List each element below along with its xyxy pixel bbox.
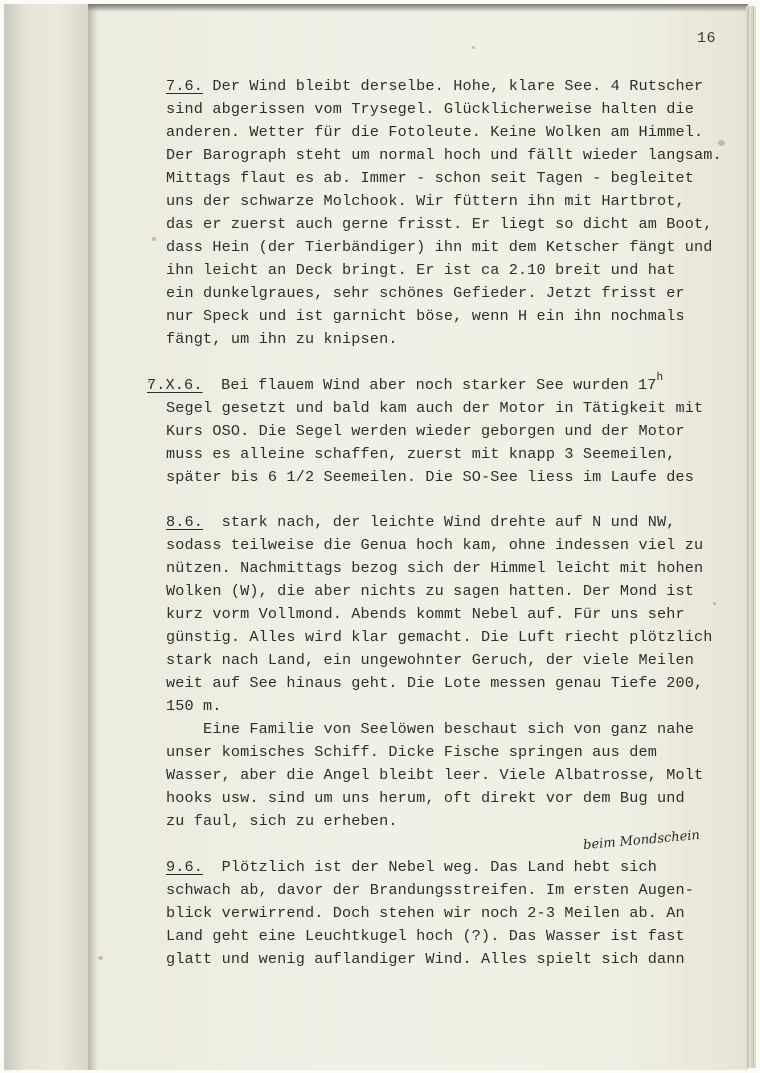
text-line [166, 513, 676, 531]
text-line: weit auf See hinaus geht. Die Lote messen genau Tiefe 200, [166, 674, 704, 692]
text-line: nur Speck und ist garnicht böse, wenn H ein ihn nochmals [166, 307, 685, 325]
text-line: blick verwirrend. Doch stehen wir noch 2-3 Meilen ab. An [166, 904, 685, 922]
paper-speck [713, 602, 716, 605]
paper-speck [472, 46, 475, 49]
text-line: schwach ab, davor der Brandungsstreifen. Im ersten Augen- [166, 881, 695, 899]
text-line: dass Hein (der Tierbändiger) ihn mit dem Ketscher fängt und [166, 238, 713, 256]
text-line: muss es alleine schaffen, zuerst mit knapp 3 Seemeilen, [166, 445, 676, 463]
text-line: stark nach Land, ein ungewohnter Geruch, der viele Meilen [166, 651, 695, 669]
entry-date: 8.6. [166, 513, 204, 531]
text-line: anderen. Wetter für die Fotoleute. Keine Wolken am Himmel. [166, 123, 704, 141]
text-line: Der Barograph steht um normal hoch und fällt wieder langsam. [166, 146, 722, 164]
text-line: glatt und wenig auflandiger Wind. Alles spielt sich dann [166, 950, 685, 968]
text-line: günstig. Alles wird klar gemacht. Die Luft riecht plötzlich [166, 628, 713, 646]
line-text: stark nach, der leichte Wind drehte auf N und NW, [203, 513, 676, 531]
binding-edge [4, 4, 89, 1070]
text-line: unser komisches Schiff. Dicke Fische springen aus dem [166, 743, 657, 761]
page-number: 16 [697, 30, 717, 47]
line-text: Der Wind bleibt derselbe. Hohe, klare See. 4 Rutscher [203, 77, 704, 95]
text-line [166, 858, 657, 876]
entry-date: 7.X.6. [147, 376, 203, 394]
text-line [147, 372, 664, 396]
text-line: zu faul, sich zu erheben. [166, 812, 398, 830]
text-line [166, 77, 703, 95]
text-line: uns der schwarze Molchook. Wir füttern ihn mit Hartbrot, [166, 192, 685, 210]
text-line: später bis 6 1/2 Seemeilen. Die SO-See liess im Laufe des [166, 468, 695, 486]
gutter-shadow [88, 4, 98, 1070]
paper-speck [98, 956, 103, 960]
entry-date: 7.6. [166, 77, 204, 95]
text-line: Kurs OSO. Die Segel werden wieder geborgen und der Motor [166, 422, 685, 440]
text-line: ihn leicht an Deck bringt. Er ist ca 2.10 breit und hat [166, 261, 676, 279]
text-line: sind abgerissen vom Trysegel. Glücklicherweise halten die [166, 100, 695, 118]
text-line: hooks usw. sind um uns herum, oft direkt vor dem Bug und [166, 789, 685, 807]
text-line: Wasser, aber die Angel bleibt leer. Viele Albatrosse, Molt [166, 766, 704, 784]
handwritten-note: beim Mondschein [582, 827, 701, 854]
text-line: Mittags flaut es ab. Immer - schon seit Tagen - begleitet [166, 169, 695, 187]
text-line: das er zuerst auch gerne frisst. Er liegt so dicht am Boot, [166, 215, 713, 233]
line-text: Bei flauem Wind aber noch starker See wurden 17 [202, 376, 657, 394]
text-line: Eine Familie von Seelöwen beschaut sich von ganz nahe [166, 720, 695, 738]
text-line: fängt, um ihn zu knipsen. [166, 330, 398, 348]
text-line: sodass teilweise die Genua hoch kam, ohne indessen viel zu [166, 536, 704, 554]
text-line: Wolken (W), die aber nichts zu sagen hatten. Der Mond ist [166, 582, 695, 600]
top-shadow [88, 4, 748, 12]
text-line: Land geht eine Leuchtkugel hoch (?). Das Wasser ist fast [166, 927, 685, 945]
superscript-hour: h [656, 372, 664, 384]
text-line: Segel gesetzt und bald kam auch der Motor in Tätigkeit mit [166, 399, 704, 417]
text-line: ein dunkelgraues, sehr schönes Gefieder. Jetzt frisst er [166, 284, 685, 302]
text-line: nützen. Nachmittags bezog sich der Himmel leicht mit hohen [166, 559, 704, 577]
paper-speck [152, 237, 156, 241]
page-stack-edge [746, 6, 756, 1068]
entry-date: 9.6. [166, 858, 204, 876]
text-line: kurz vorm Vollmond. Abends kommt Nebel auf. Für uns sehr [166, 605, 685, 623]
text-line: 150 m. [166, 697, 222, 715]
line-text: Plötzlich ist der Nebel weg. Das Land hebt sich [203, 858, 657, 876]
